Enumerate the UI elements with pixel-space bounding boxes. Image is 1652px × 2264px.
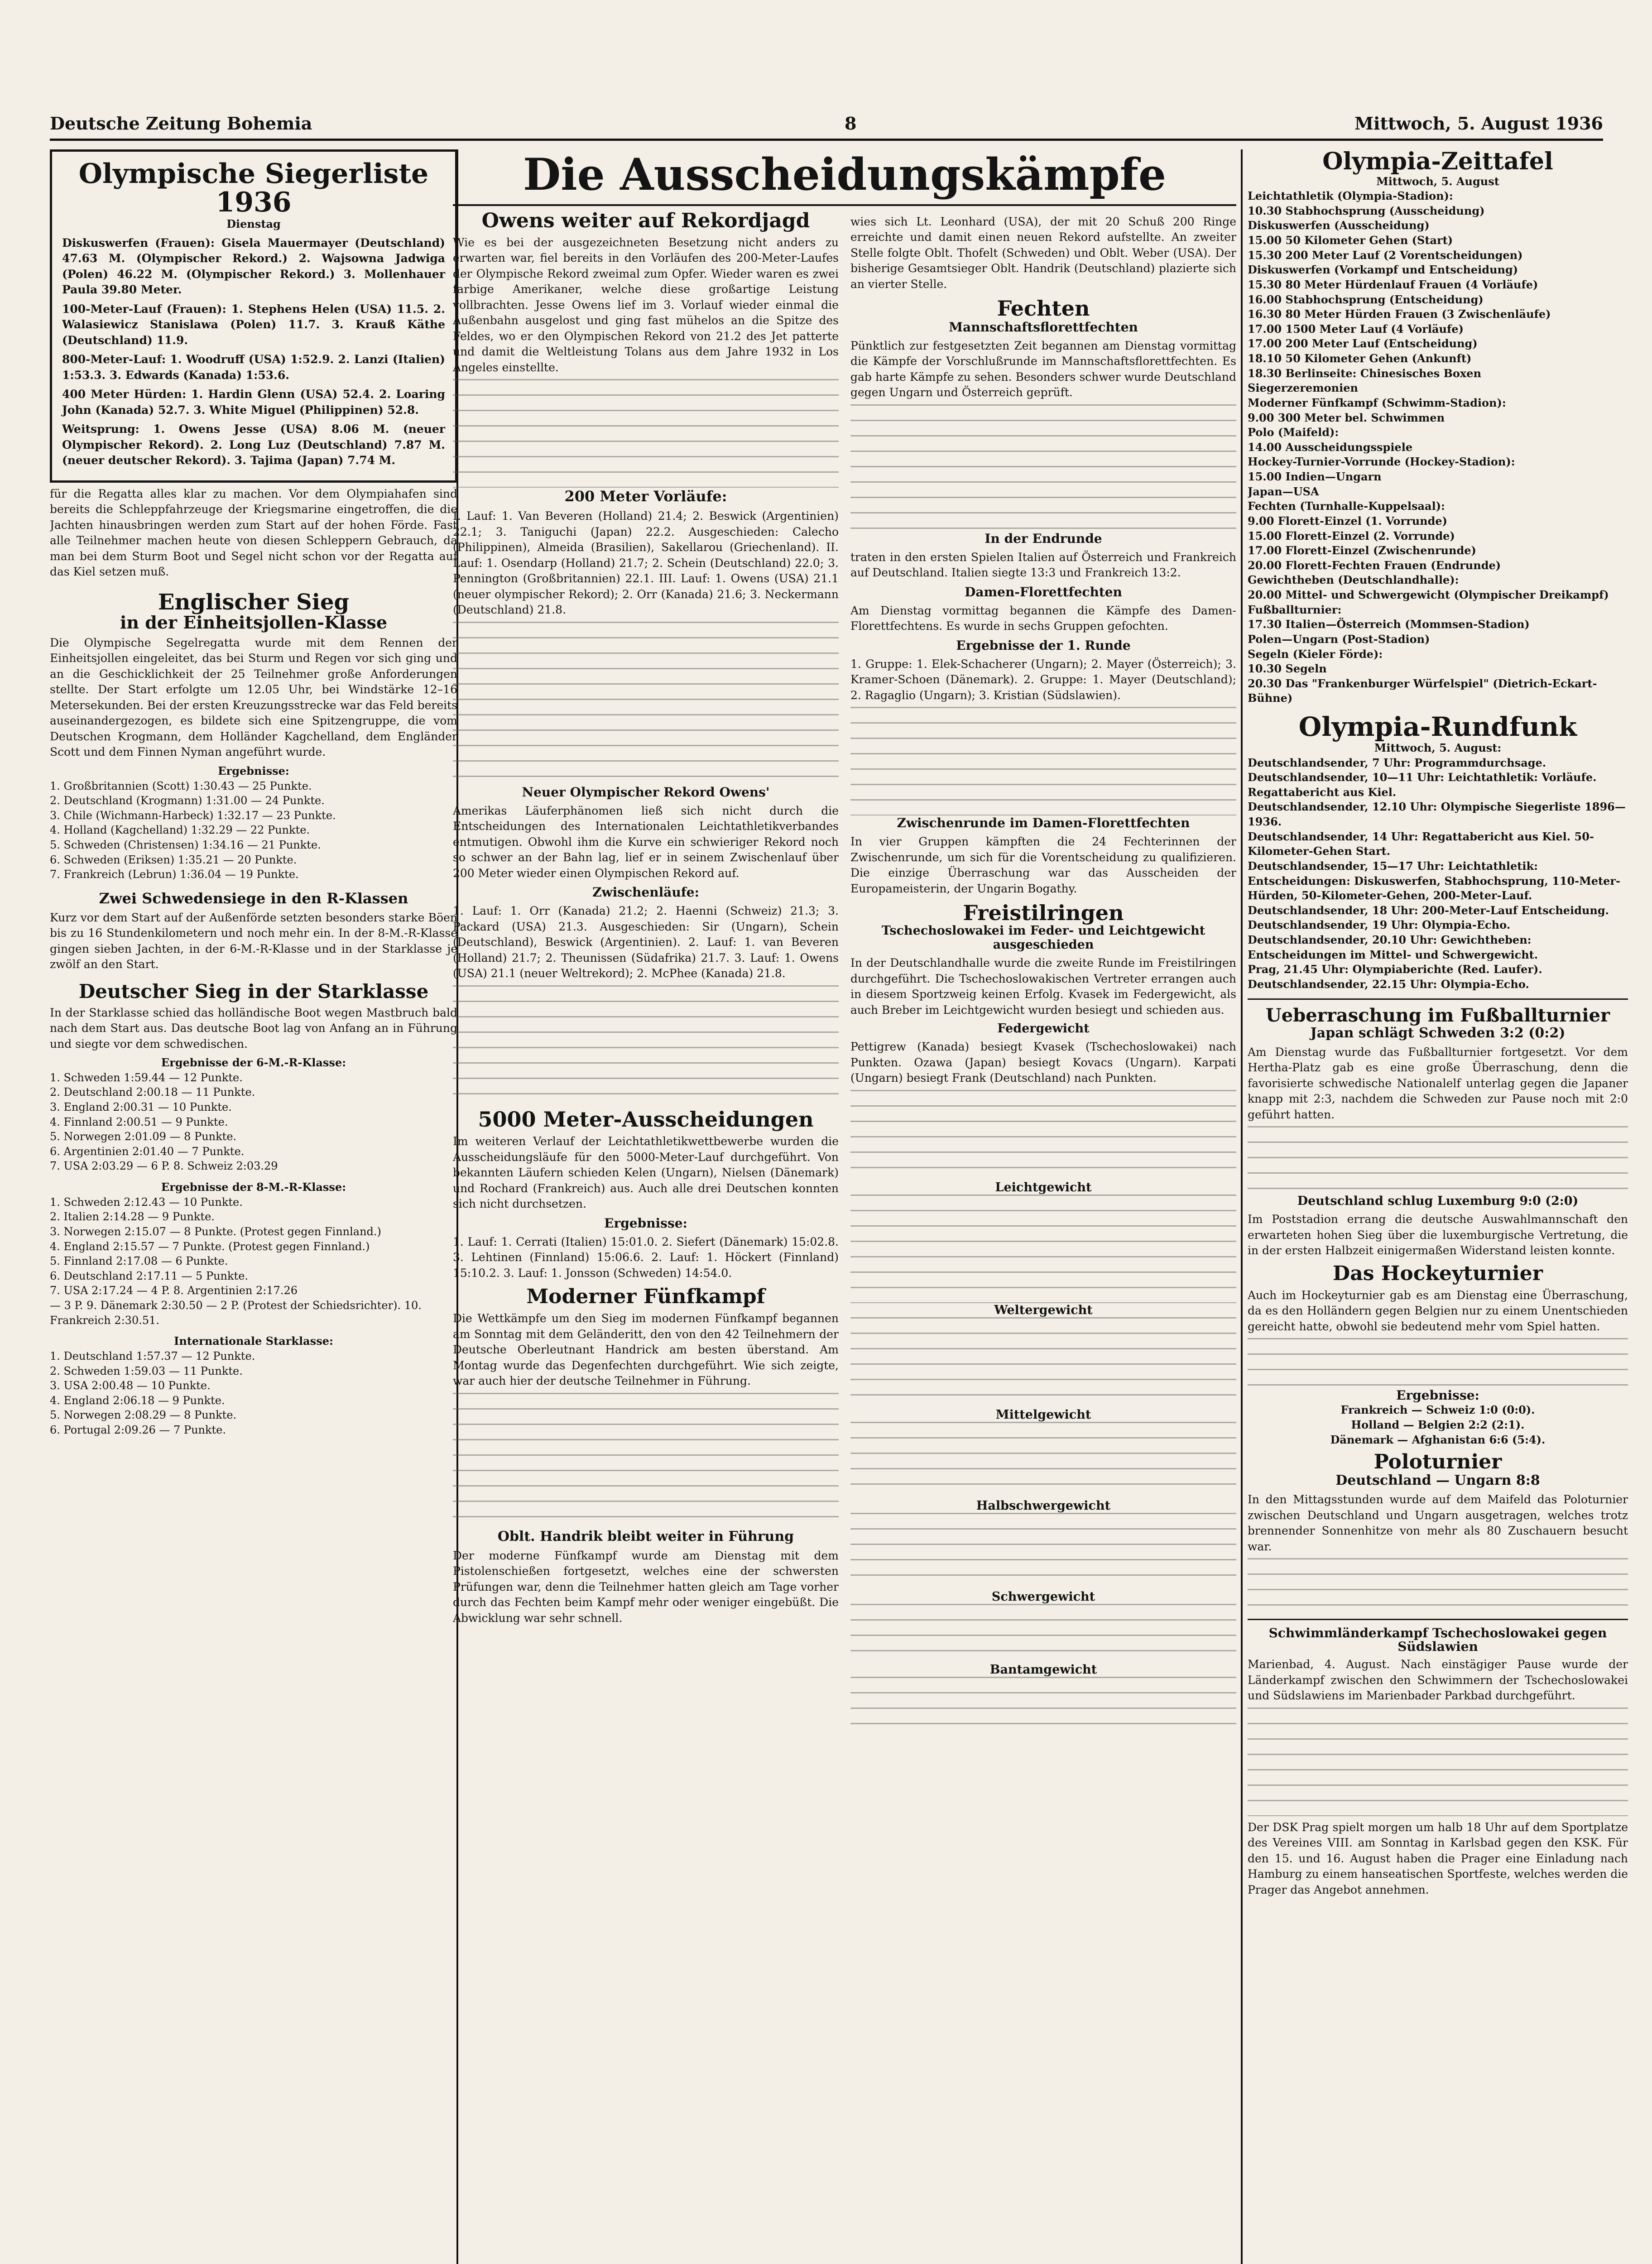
schedule-line: 14.00 Ausscheidungsspiele (1248, 440, 1413, 454)
result-line: Holland — Belgien 2:2 (2:1). (1351, 1418, 1525, 1431)
section-heading: Mannschaftsflorettfechten (949, 319, 1138, 335)
result-line: 1. Großbritannien (Scott) 1:30.43 — 25 Punkte. (50, 779, 312, 792)
text-block (453, 1393, 839, 1529)
schedule-line: 16.00 Stabhochsprung (Entscheidung) (1248, 293, 1484, 306)
column-rule (1241, 149, 1243, 2264)
result-line: 4. England 2:06.18 — 9 Punkte. (50, 1394, 225, 1407)
article-text: Im Poststadion errang die deutsche Auswahlmannschaft den erwarteten hohen Sieg über die luxemburgische Vertretung, die in der ersten Halbzeit einigermaßen Widerstand leisten konnte. (1248, 1213, 1628, 1257)
schedule-line: 15.00 50 Kilometer Gehen (Start) (1248, 234, 1453, 247)
schedule-line: 15.30 200 Meter Lauf (2 Vorentscheidungen) (1248, 248, 1523, 262)
right-column (1248, 149, 1628, 2264)
schedule-line: 18.30 Berlinseite: Chinesisches Boxen (1248, 366, 1481, 380)
schedule-line: Moderner Fünfkampf (Schwimm-Stadion): (1248, 396, 1506, 409)
siegerliste-entry: 400 Meter Hürden: 1. Hardin Glenn (USA) 52.4. 2. Loaring John (Kanada) 52.7. 3. White Miguel (Philippinen) 52.8. (62, 388, 445, 417)
article-title: 5000 Meter-Ausscheidungen (478, 1107, 814, 1132)
siegerliste-box (50, 149, 457, 483)
article-text: Der DSK Prag spielt morgen um halb 18 Uhr auf dem Sportplatze des Vereines VIII. am Sonntag in Karlsbad gegen den KSK. Für den 15. und 16. August haben die Prager eine Einladung nach Hamburg zu einem hanseatischen Sportfeste, welches werden die Prager das Angebot annehmen. (1248, 1820, 1628, 1896)
result-line: 6. Argentinien 2:01.40 — 7 Punkte. (50, 1145, 245, 1158)
result-line: 4. Finnland 2:00.51 — 9 Punkte. (50, 1115, 228, 1128)
schedule-line: Deutschlandsender, 7 Uhr: Programmdurchsage. (1248, 756, 1546, 769)
result-line: 2. Italien 2:14.28 — 9 Punkte. (50, 1210, 215, 1223)
text-block (1248, 1338, 1628, 1388)
article-text: Wie es bei der ausgezeichneten Besetzung nicht anders zu erwarten war, fiel bereits in den Vorläufen des 200-Meter-Laufes der Olympische Rekord zweimal zum Opfer. Wieder waren es zwei farbige Amerikaner, welche diese großartige Leistung vollbrachten. Jesse Owens lief im 3. Vorlauf wieder einmal die Außenbahn ausgelost und ging fast mühelos an die Spitze des Feldes, wo er den Olympischen Rekord von 21.2 des Jet patterte und damit die Weltleistung Tolans aus dem Jahre 1932 in Los Angeles einstellte. (453, 235, 839, 374)
center-right-subcolumn (850, 211, 1236, 1727)
schedule-line: 16.30 80 Meter Hürden Frauen (3 Zwischenläufe) (1248, 307, 1551, 321)
schedule-line: Polen—Ungarn (Post-Stadion) (1248, 632, 1430, 646)
results-heading: Internationale Starklasse: (174, 1334, 333, 1348)
weight-class-heading: Bantamgewicht (989, 1662, 1097, 1677)
text-block (453, 985, 839, 1103)
section-heading: In der Endrunde (984, 531, 1102, 546)
section-heading: Oblt. Handrik bleibt weiter in Führung (497, 1528, 794, 1545)
article-text: traten in den ersten Spielen Italien auf Österreich und Frankreich auf Deutschland. Italien siegte 13:3 und Frankreich 13:2. (850, 550, 1236, 580)
result-line: 5. Norwegen 2:08.29 — 8 Punkte. (50, 1409, 237, 1422)
siegerliste-entry: 800-Meter-Lauf: 1. Woodruff (USA) 1:52.9. 2. Lanzi (Italien) 1:53.3. 3. Edwards (Kanada) 1:53.6. (62, 353, 445, 382)
page-header (50, 113, 1603, 141)
article-title: Poloturnier (1373, 1450, 1502, 1474)
article-text: In der Deutschlandhalle wurde die zweite Runde im Freistilringen durchgeführt. Die Tschechoslowakischen Vertreter errangen auch in diesem Sportzweig keinen Erfolg. Kvasek im Federgewicht, als auch Breber im Leichtgewicht wurden besiegt und schieden aus. (850, 956, 1236, 1017)
result-line: 2. Deutschland (Krogmann) 1:31.00 — 24 Punkte. (50, 794, 325, 807)
siegerliste-entry: Diskuswerfen (Frauen): Gisela Mauermayer (Deutschland) 47.63 M. (Olympischer Rekord.) 2. Wajsowna Jadwiga (Polen) 46.22 M. (Olympischer Rekord.) 3. Mollenhauer Paula 39.80 Meter. (62, 236, 445, 297)
result-line: Dänemark — Afghanistan 6:6 (5:4). (1330, 1433, 1546, 1446)
article-text: Pünktlich zur festgesetzten Zeit begannen am Dienstag vormittag die Kämpfe der Vorschlußrunde im Mannschaftsflorettfechten. Es gab harte Kämpfe zu sehen. Besonders schwer wurde Deutschland gegen Ungarn und Österreich geprüft. (850, 339, 1236, 399)
section-heading: 200 Meter Vorläufe: (564, 488, 727, 505)
schedule-line: Prag, 21.45 Uhr: Olympiaberichte (Red. Laufer). (1248, 963, 1542, 976)
article-text: Kurz vor dem Start auf der Außenförde setzten besonders starke Böen bis zu 16 Stundenkilometern und noch mehr ein. In der 8-M.-R-Klasse gingen sieben Jachten, in der 6-M.-R-Klasse und in der Starklasse je zwölf an den Start. (50, 911, 457, 971)
schedule-line: Leichtathletik (Olympia-Stadion): (1248, 189, 1453, 203)
article-title: Ueberraschung im Fußballturnier (1265, 1004, 1610, 1026)
article-subtitle: Deutschland — Ungarn 8:8 (1335, 1473, 1540, 1489)
result-line: 3. England 2:00.31 — 10 Punkte. (50, 1100, 232, 1113)
schedule-line: Diskuswerfen (Ausscheidung) (1248, 219, 1430, 232)
weight-class-heading: Mittelgewicht (995, 1407, 1091, 1422)
article-text: Im weiteren Verlauf der Leichtathletikwettbewerbe wurden die Ausscheidungsläufe für den 5000-Meter-Lauf durchgeführt. Von bekannten Läufern schieden Kelen (Ungarn), Nielsen (Dänemark) und Rochard (Frankreich) aus. Auch alle drei Deutschen konnten sich nicht durchsetzen. (453, 1135, 839, 1211)
article-title: Das Hockeyturnier (1333, 1262, 1543, 1285)
results-heading: Ergebnisse der 6-M.-R-Klasse: (161, 1056, 346, 1070)
article-title: Deutscher Sieg in der Starklasse (78, 980, 429, 1002)
siegerliste-title: Olympische Siegerliste 1936 (78, 158, 429, 218)
text-block (850, 1677, 1236, 1727)
header-paper-name: Deutsche Zeitung Bohemia (50, 113, 312, 134)
result-line: 1. Schweden 2:12.43 — 10 Punkte. (50, 1195, 243, 1209)
result-line: 5. Norwegen 2:01.09 — 8 Punkte. (50, 1130, 237, 1143)
schedule-line: 20.30 Das "Frankenburger Würfelspiel" (Dietrich-Eckart-Bühne) (1248, 676, 1597, 705)
article-text: Amerikas Läuferphänomen ließ sich nicht durch die Entscheidungen des Internationalen Leichtathletikverbandes entmutigen. Obwohl ihm die Kurve ein schwieriger Rekord noch so schwer an der Bahn lag, lief er in seinem Zwischenlauf über 200 Meter wieder einen Olympischen Rekord auf. (453, 804, 839, 880)
schedule-line: 15.00 Florett-Einzel (2. Vorrunde) (1248, 529, 1455, 542)
text-block (1248, 1708, 1628, 1816)
text-block (850, 1513, 1236, 1590)
schedule-line: 9.00 Florett-Einzel (1. Vorrunde) (1248, 514, 1448, 528)
result-line: 5. Schweden (Christensen) 1:34.16 — 21 Punkte. (50, 839, 321, 852)
result-line: Frankreich — Schweiz 1:0 (0:0). (1340, 1403, 1535, 1417)
article-text: In vier Gruppen kämpften die 24 Fechterinnen der Zwischenrunde, um sich für die Vorentscheidung zu qualifizieren. Die einzige Überraschung war das Ausscheiden der Europameisterin, der Ungarin Bogathy. (850, 835, 1236, 895)
siegerliste-entry: 100-Meter-Lauf (Frauen): 1. Stephens Helen (USA) 11.5. 2. Walasiewicz Stanislawa (Polen) 11.7. 3. Krauß Käthe (Deutschland) 11.9. (62, 302, 445, 347)
result-line: 7. USA 2:17.24 — 4 P. 8. Argentinien 2:17.26 (50, 1284, 298, 1297)
result-line: — 3 P. 9. Dänemark 2:30.50 — 2 P. (Protest der Schiedsrichter). 10. Frankreich 2:30.51. (50, 1299, 422, 1327)
article-text: Marienbad, 4. August. Nach einstägiger Pause wurde der Länderkampf zwischen den Schwimmern der Tschechoslowakei und Südslawiens im Marienbader Parkbad durchgeführt. (1248, 1658, 1628, 1703)
section-heading: Zwischenläufe: (592, 885, 699, 900)
text-block (850, 1604, 1236, 1663)
weight-class-heading: Halbschwergewicht (976, 1498, 1111, 1513)
siegerliste-day: Dienstag (226, 217, 281, 230)
article-text: Pettigrew (Kanada) besiegt Kvasek (Tschechoslowakei) nach Punkten. Ozawa (Japan) besiegt Kovacs (Ungarn). Karpati (Ungarn) besiegt Frank (Deutschland) nach Punkten. (850, 1040, 1236, 1085)
article-subtitle: Deutschland schlug Luxemburg 9:0 (2:0) (1297, 1194, 1579, 1209)
article-text: In den Mittagsstunden wurde auf dem Maifeld das Poloturnier zwischen Deutschland und Ungarn ausgetragen, welches trotz brennender Sonnenhitze von mehr als 80 Zuschauern besucht war. (1248, 1493, 1628, 1553)
schedule-line: Deutschlandsender, 10—11 Uhr: Leichtathletik: Vorläufe. Regattabericht aus Kiel. (1248, 771, 1597, 799)
article-title: Owens weiter auf Rekordjagd (481, 210, 810, 232)
article-title: Fechten (997, 296, 1090, 321)
schedule-line: Deutschlandsender, 18 Uhr: 200-Meter-Lauf Entscheidung. (1248, 903, 1609, 917)
results-text: 1. Lauf: 1. Cerrati (Italien) 15:01.0. 2. Siefert (Dänemark) 15:02.8. 3. Lehtinen (Finnland) 15:06.6. 2. Lauf: 1. Höckert (Finnland) 15:10.2. 3. Lauf: 1. Jonsson (Schweden) 14:54.0. (453, 1235, 839, 1280)
article-title: Englischer Sieg (158, 589, 350, 615)
result-line: 1. Deutschland 1:57.37 — 12 Punkte. (50, 1349, 255, 1362)
result-line: 6. Portugal 2:09.26 — 7 Punkte. (50, 1424, 226, 1437)
text-block (1248, 1126, 1628, 1194)
article-text: Der moderne Fünfkampf wurde am Dienstag mit dem Pistolenschießen fortgesetzt, welches eine der schwersten Prüfungen war, denn die Teilnehmer hatten gleich am Tage vorher durch das Fechten beim Kampf mehr oder weniger eingebüßt. Die Abwicklung war sehr schnell. (453, 1549, 839, 1625)
regatta-intro: für die Regatta alles klar zu machen. Vor dem Olympiahafen sind bereits die Schleppfahrzeuge der Kriegsmarine eingetroffen, die die Jachten hinausbringen werden zum Start auf der hohen Förde. Fast alle Teilnehmer machen heute von diesen Schleppern Gebrauch, da man bei dem Sturm Boot und Segel nicht schon vor der Regatta auf das Kiel setzen muß. (50, 487, 457, 579)
result-line: 7. USA 2:03.29 — 6 P. 8. Schweiz 2:03.29 (50, 1160, 278, 1173)
text-block (453, 622, 839, 785)
schedule-line: 17.00 1500 Meter Lauf (4 Vorläufe) (1248, 322, 1464, 336)
header-date: Mittwoch, 5. August 1936 (1354, 113, 1603, 134)
section-heading: Damen-Florettfechten (965, 584, 1122, 600)
text-block (850, 1090, 1236, 1180)
article-text: wies sich Lt. Leonhard (USA), der mit 20 Schuß 200 Ringe erreichte und damit einen neuen Rekord aufstellte. An zweiter Stelle folgte Oblt. Thofelt (Schweden) und Oblt. Weber (USA). Der bisherige Gesamtsieger Oblt. Handrik (Deutschland) plazierte sich an vierter Stelle. (850, 215, 1236, 291)
results-heading: Ergebnisse: (218, 764, 289, 777)
schedule-line: 20.00 Mittel- und Schwergewicht (Olympischer Dreikampf) (1248, 588, 1609, 602)
schedule-line: Segeln (Kieler Förde): (1248, 647, 1383, 661)
rundfunk-title: Olympia-Rundfunk (1298, 711, 1577, 743)
schedule-line: 10.30 Segeln (1248, 662, 1327, 676)
schedule-line: Polo (Maifeld): (1248, 426, 1339, 439)
article-title: Moderner Fünfkampf (526, 1285, 765, 1309)
header-page-number: 8 (845, 113, 857, 134)
left-column (50, 149, 457, 2264)
text-block (850, 1422, 1236, 1499)
article-text: Die Wettkämpfe um den Sieg im modernen Fünfkampf begannen am Sonntag mit dem Geländeritt, den von den 42 Teilnehmern der Deutsche Oberleutnant Handrick am besten überstand. Am Montag wurde das Degenfechten durchgeführt. Wie sich zeigte, war auch hier der deutsche Teilnehmer in Führung. (453, 1312, 839, 1388)
article-text: Die Olympische Segelregatta wurde mit dem Rennen der Einheitsjollen eingeleitet, das bei Sturm und Regen vor sich ging und an die Geschicklichkeit der 25 Teilnehmer große Anforderungen stellte. Der Start erfolgte um 12.05 Uhr, bei Windstärke 12–16 Metersekunden. Bei der ersten Kreuzungsstrecke war das Feld bereits auseinandergezogen, es bildete sich eine Spitzengruppe, die vom Deutschen Krogmann, dem Holländer Kagchelland, dem Engländer Scott und dem Finnen Nyman angeführt wurde. (50, 636, 457, 759)
rundfunk-list (1248, 756, 1628, 992)
schedule-line: Diskuswerfen (Vorkampf und Entscheidung) (1248, 263, 1518, 277)
result-line: 6. Schweden (Eriksen) 1:35.21 — 20 Punkte. (50, 853, 297, 866)
results-text: 1. Lauf: 1. Orr (Kanada) 21.2; 2. Haenni (Schweiz) 21.3; 3. Packard (USA) 21.3. Ausgeschieden: Sir (Ungarn), Schein (Deutschland), Beswick (Argentinien). 2. Lauf: 1. van Beveren (Holland) 21.7; 2. Theunissen (Südafrika) 21.7. 3. Lauf: 1. Owens (USA) 21.1 (neuer Weltrekord); 2. McPhee (Kanada) 21.8. (453, 904, 839, 980)
result-line: 5. Finnland 2:17.08 — 6 Punkte. (50, 1255, 228, 1268)
weight-class-heading: Federgewicht (997, 1022, 1090, 1036)
result-line: 3. Norwegen 2:15.07 — 8 Punkte. (Protest gegen Finnland.) (50, 1225, 381, 1238)
center-column (453, 149, 1236, 2264)
result-line: 7. Frankreich (Lebrun) 1:36.04 — 19 Punkte. (50, 868, 299, 881)
results-heading: Ergebnisse der 8-M.-R-Klasse: (161, 1180, 346, 1194)
center-left-subcolumn (453, 211, 839, 1727)
article-subtitle: Japan schlägt Schweden 3:2 (0:2) (1310, 1025, 1566, 1041)
section-heading: Zwischenrunde im Damen-Florettfechten (897, 815, 1190, 831)
article-text: Am Dienstag vormittag begannen die Kämpfe des Damen-Florettfechtens. Es wurde in sechs Gruppen gefochten. (850, 604, 1236, 633)
schedule-line: Fußballturnier: (1248, 603, 1342, 616)
schedule-line: 18.10 50 Kilometer Gehen (Ankunft) (1248, 352, 1472, 365)
results-text: 1. Gruppe: 1. Elek-Schacherer (Ungarn); 2. Mayer (Österreich); 3. Kramer-Schoen (Dänemark). 2. Gruppe: 1. Mayer (Deutschland); 2. Ragaglio (Ungarn); 3. Kristian (Südslawien). (850, 657, 1236, 702)
text-block (850, 404, 1236, 531)
results-text: I. Lauf: 1. Van Beveren (Holland) 21.4; 2. Beswick (Argentinien) 22.1; 3. Taniguchi (Japan) 22.2. Ausgeschieden: Calecho (Philippinen), Almeida (Brasilien), Sakellarou (Griechenland). II. Lauf: 1. Osendarp (Holland) 21.7; 2. Schein (Deutschland) 22.0; 3. Pennington (Großbritannien) 22.1. III. Lauf: 1. Owens (USA) 21.1 (neuer olympischer Rekord); 2. Orr (Kanada) 21.6; 3. Neckermann (Deutschland) 21.8. (453, 509, 839, 617)
schedule-line: 17.00 Florett-Einzel (Zwischenrunde) (1248, 544, 1476, 557)
rundfunk-date: Mittwoch, 5. August: (1374, 741, 1502, 754)
schedule-line: Deutschlandsender, 15—17 Uhr: Leichtathletik: Entscheidungen: Diskuswerfen, Stabhochsprung, 110-Meter-Hürden, 50-Kilometer-Gehen, 200-Meter-Lauf. (1248, 859, 1620, 902)
article-text: Auch im Hockeyturnier gab es am Dienstag eine Überraschung, da es den Holländern gegen Belgien nur zu einem Unentschieden gereicht hatte, obwohl sie bedeutend mehr vom Spiel hatten. (1248, 1288, 1628, 1333)
section-divider (1248, 1619, 1628, 1620)
article-title: Freistilringen (963, 901, 1124, 926)
text-block (1248, 1558, 1628, 1612)
schedule-line: Hockey-Turnier-Vorrunde (Hockey-Stadion): (1248, 455, 1515, 469)
section-heading: Ergebnisse: (604, 1215, 687, 1231)
text-block (850, 1194, 1236, 1303)
schedule-line: 17.30 Italien—Österreich (Mommsen-Stadion) (1248, 618, 1530, 631)
schedule-line: 10.30 Stabhochsprung (Ausscheidung) (1248, 204, 1485, 217)
schedule-line: Siegerzeremonien (1248, 381, 1358, 395)
schedule-line: Deutschlandsender, 20.10 Uhr: Gewichtheben: Entscheidungen im Mittel- und Schwergewicht. (1248, 933, 1538, 961)
schedule-line: 20.00 Florett-Fechten Frauen (Endrunde) (1248, 558, 1501, 572)
result-line: 2. Deutschland 2:00.18 — 11 Punkte. (50, 1086, 255, 1099)
result-line: 3. USA 2:00.48 — 10 Punkte. (50, 1379, 211, 1392)
result-line: 4. Holland (Kagchelland) 1:32.29 — 22 Punkte. (50, 824, 310, 837)
main-headline: Die Ausscheidungskämpfe (453, 149, 1236, 206)
article-text: Am Dienstag wurde das Fußballturnier fortgesetzt. Vor dem Hertha-Platz gab es eine große Überraschung, denn die favorisierte schwedische Nationalelf unterlag gegen die Japaner knapp mit 2:3, nachdem die Schweden zur Pause noch mit 2:0 geführt hatten. (1248, 1045, 1628, 1121)
schedule-line: 15.30 80 Meter Hürdenlauf Frauen (4 Vorläufe) (1248, 278, 1538, 291)
zeittafel-list (1248, 189, 1628, 706)
weight-class-heading: Schwergewicht (991, 1589, 1095, 1604)
schedule-line: 15.00 Indien—Ungarn (1248, 470, 1382, 484)
schedule-line: Deutschlandsender, 22.15 Uhr: Olympia-Echo. (1248, 977, 1529, 991)
article-subtitle: in der Einheitsjollen-Klasse (120, 612, 388, 633)
text-block (850, 707, 1236, 815)
article-title: Zwei Schwedensiege in den R-Klassen (99, 889, 408, 907)
siegerliste-entry: Weitsprung: 1. Owens Jesse (USA) 8.06 M. (neuer Olympischer Rekord). 2. Long Luz (Deutschland) 7.87 M. (neuer deutscher Rekord). 3. Tajima (Japan) 7.74 M. (62, 422, 445, 467)
schedule-line: Fechten (Turnhalle-Kuppelsaal): (1248, 499, 1445, 513)
result-line: 6. Deutschland 2:17.11 — 5 Punkte. (50, 1269, 249, 1282)
schedule-line: 17.00 200 Meter Lauf (Entscheidung) (1248, 337, 1478, 350)
schedule-line: Deutschlandsender, 12.10 Uhr: Olympische Siegerliste 1896—1936. (1248, 800, 1626, 829)
article-text: In der Starklasse schied das holländische Boot wegen Mastbruch bald nach dem Start aus. Das deutsche Boot lag von Anfang an in Führung und siegte vor dem schwedischen. (50, 1006, 457, 1050)
zeittafel-date: Mittwoch, 5. August (1376, 174, 1499, 188)
result-line: 3. Chile (Wichmann-Harbeck) 1:32.17 — 23 Punkte. (50, 809, 336, 822)
schedule-line: Deutschlandsender, 19 Uhr: Olympia-Echo. (1248, 918, 1511, 932)
weight-class-heading: Weltergewicht (994, 1303, 1093, 1317)
result-line: 4. England 2:15.57 — 7 Punkte. (Protest gegen Finnland.) (50, 1240, 370, 1253)
section-heading: Tschechoslowakei im Feder- und Leichtgewicht ausgeschieden (881, 924, 1205, 952)
result-line: 1. Schweden 1:59.44 — 12 Punkte. (50, 1071, 243, 1084)
section-heading: Neuer Olympischer Rekord Owens' (522, 784, 770, 800)
schedule-line: Japan—USA (1248, 484, 1319, 498)
text-block (850, 1317, 1236, 1408)
article-title: Schwimmländerkampf Tschechoslowakei gegen Südslawien (1268, 1626, 1607, 1654)
zeittafel-title: Olympia-Zeittafel (1322, 149, 1553, 175)
result-line: 2. Schweden 1:59.03 — 11 Punkte. (50, 1364, 243, 1377)
section-divider (1248, 998, 1628, 1000)
section-heading: Ergebnisse der 1. Runde (956, 638, 1131, 653)
schedule-line: Gewichtheben (Deutschlandhalle): (1248, 573, 1459, 587)
weight-class-heading: Leichtgewicht (995, 1180, 1092, 1194)
schedule-line: 9.00 300 Meter bel. Schwimmen (1248, 411, 1445, 424)
schedule-line: Deutschlandsender, 14 Uhr: Regattabericht aus Kiel. 50-Kilometer-Gehen Start. (1248, 830, 1594, 858)
results-heading: Ergebnisse: (1396, 1388, 1479, 1403)
text-block (453, 379, 839, 488)
